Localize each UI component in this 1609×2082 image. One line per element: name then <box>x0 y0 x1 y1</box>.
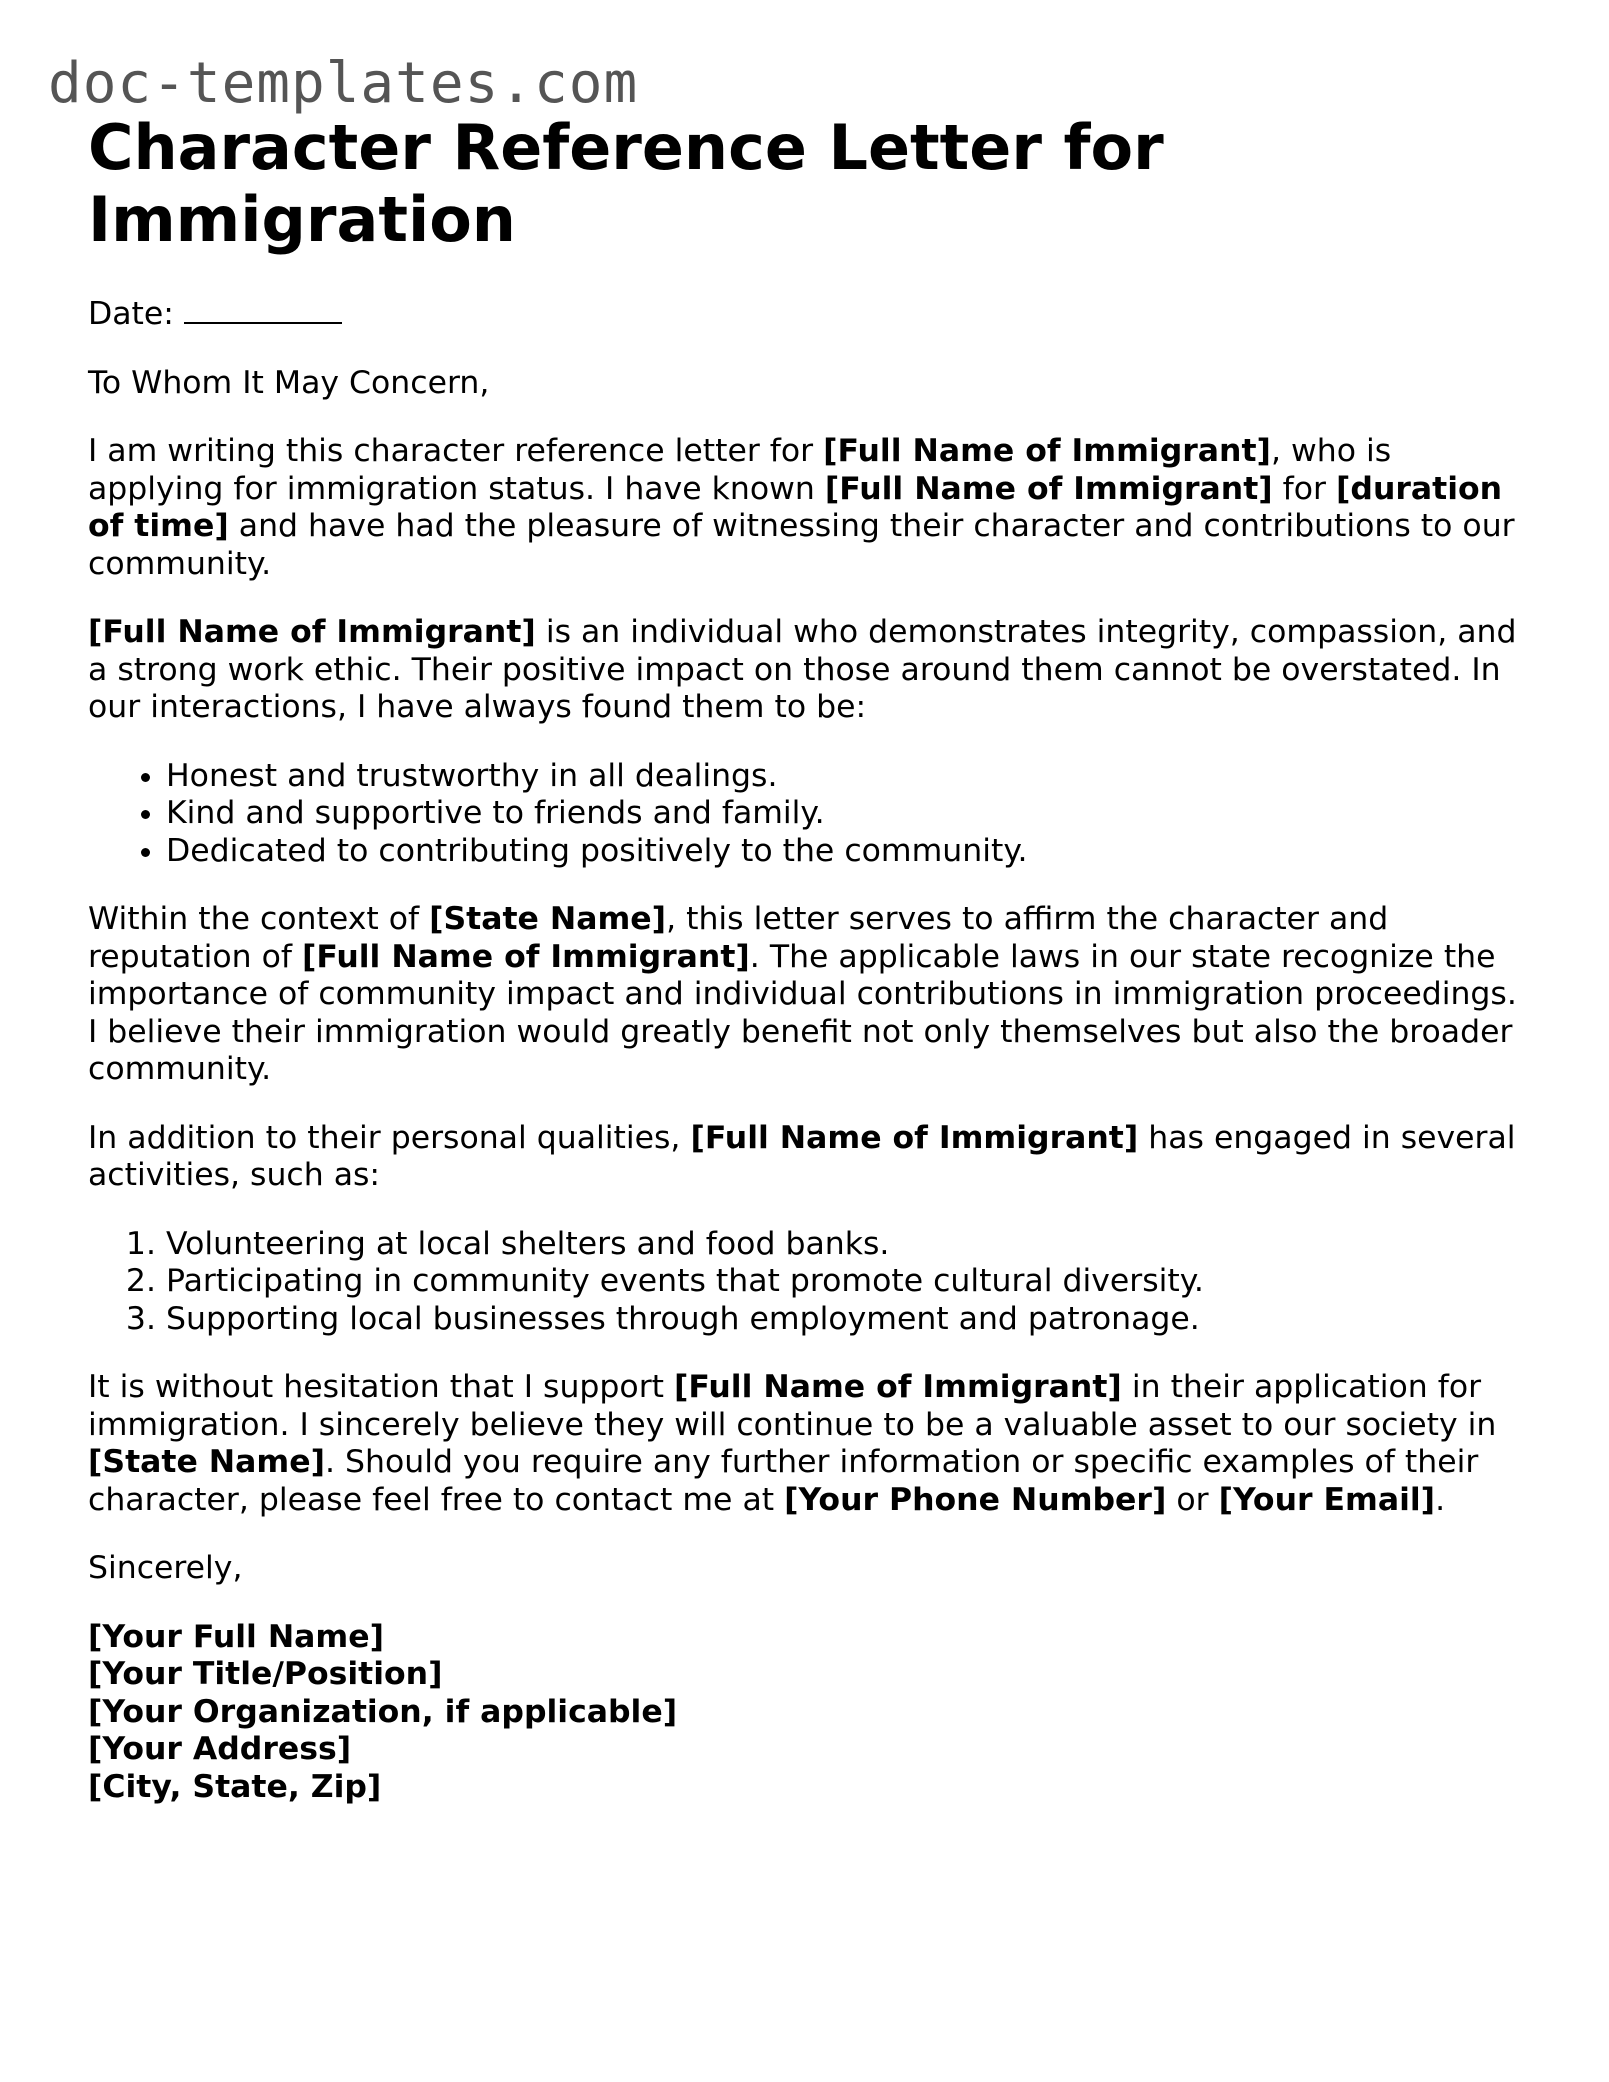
placeholder-immigrant-name: [Full Name of Immigrant] <box>301 938 750 975</box>
text-run: for <box>1272 470 1337 507</box>
list-item: 1. Volunteering at local shelters and food banks. <box>166 1226 1528 1264</box>
paragraph-activities <box>88 1120 1528 1195</box>
text-run: is an individual who demonstrates integrity, compassion, and a strong work ethic. Their positive impact on those around them cannot be overstated. In our interactions, I have always found them to be: <box>88 614 1517 725</box>
date-label: Date: <box>88 296 174 332</box>
list-item: • Honest and trustworthy in all dealings. <box>166 758 1528 796</box>
text-run: . <box>1435 1481 1446 1518</box>
paragraph-state-context <box>88 901 1528 1089</box>
text-run: has engaged in several activities, such as: <box>88 1119 1516 1193</box>
list-item: 3. Supporting local businesses through employment and patronage. <box>166 1301 1528 1339</box>
text-run: , who is applying for immigration status. I have known <box>88 433 1392 507</box>
text-run: In addition to their personal qualities, <box>88 1119 691 1156</box>
placeholder-state-name: [State Name] <box>88 1444 325 1480</box>
paragraph-support <box>88 1369 1528 1519</box>
signature-name: [Your Full Name] <box>88 1618 385 1655</box>
text-run: . The applicable laws in our state recognize the importance of community impact and individual contributions in immigration proceedings. I believe their immigration would greatly benefit not only themselves but also the broader community. <box>88 938 1517 1087</box>
placeholder-immigrant-name: [Full Name of Immigrant] <box>690 1119 1139 1156</box>
signature-organization: [Your Organization, if applicable] <box>88 1693 678 1730</box>
placeholder-email: [Your Email] <box>1218 1481 1436 1518</box>
text-run: It is without hesitation that I support <box>88 1369 675 1405</box>
date-blank <box>184 294 342 324</box>
text-run: and have had the pleasure of witnessing their character and contributions to our community. <box>88 508 1515 582</box>
signature-address: [Your Address] <box>88 1731 352 1767</box>
placeholder-immigrant-name: [Full Name of Immigrant] <box>823 433 1271 469</box>
text-run: Within the context of <box>88 901 430 937</box>
traits-list <box>88 758 1528 871</box>
page-title: Character Reference Letter for Immigration <box>88 111 1164 256</box>
paragraph-intro <box>88 433 1528 583</box>
salutation: To Whom It May Concern, <box>88 364 490 401</box>
placeholder-duration: [duration of time] <box>88 470 1503 544</box>
signature-city-state-zip: [City, State, Zip] <box>88 1768 382 1805</box>
list-item: • Kind and supportive to friends and family. <box>166 795 1528 833</box>
activities-list <box>88 1226 1528 1339</box>
placeholder-immigrant-name: [Full Name of Immigrant] <box>88 614 536 650</box>
paragraph-character <box>88 614 1528 727</box>
date-line <box>88 294 1528 334</box>
text-run: or <box>1166 1481 1219 1518</box>
placeholder-phone: [Your Phone Number] <box>784 1481 1167 1518</box>
text-run: in their application for immigration. I sincerely believe they will continue to be a valuable asset to our society in <box>88 1369 1497 1443</box>
list-item: • Dedicated to contributing positively to the community. <box>166 833 1528 871</box>
watermark: doc-templates.com <box>48 51 639 116</box>
placeholder-state-name: [State Name] <box>429 901 667 937</box>
text-run: I am writing this character reference letter for <box>88 433 824 469</box>
closing: Sincerely, <box>88 1550 243 1586</box>
placeholder-immigrant-name: [Full Name of Immigrant] <box>674 1369 1122 1405</box>
signature-title: [Your Title/Position] <box>88 1656 443 1692</box>
letter-document <box>88 112 1528 1806</box>
text-run: . Should you require any further information or specific examples of their character, please feel free to contact me at <box>88 1444 1479 1518</box>
signature-block <box>88 1619 1528 1807</box>
text-run: , this letter serves to affirm the character and reputation of <box>88 901 1389 975</box>
list-item: 2. Participating in community events that promote cultural diversity. <box>166 1263 1528 1301</box>
placeholder-immigrant-name: [Full Name of Immigrant] <box>824 470 1273 507</box>
